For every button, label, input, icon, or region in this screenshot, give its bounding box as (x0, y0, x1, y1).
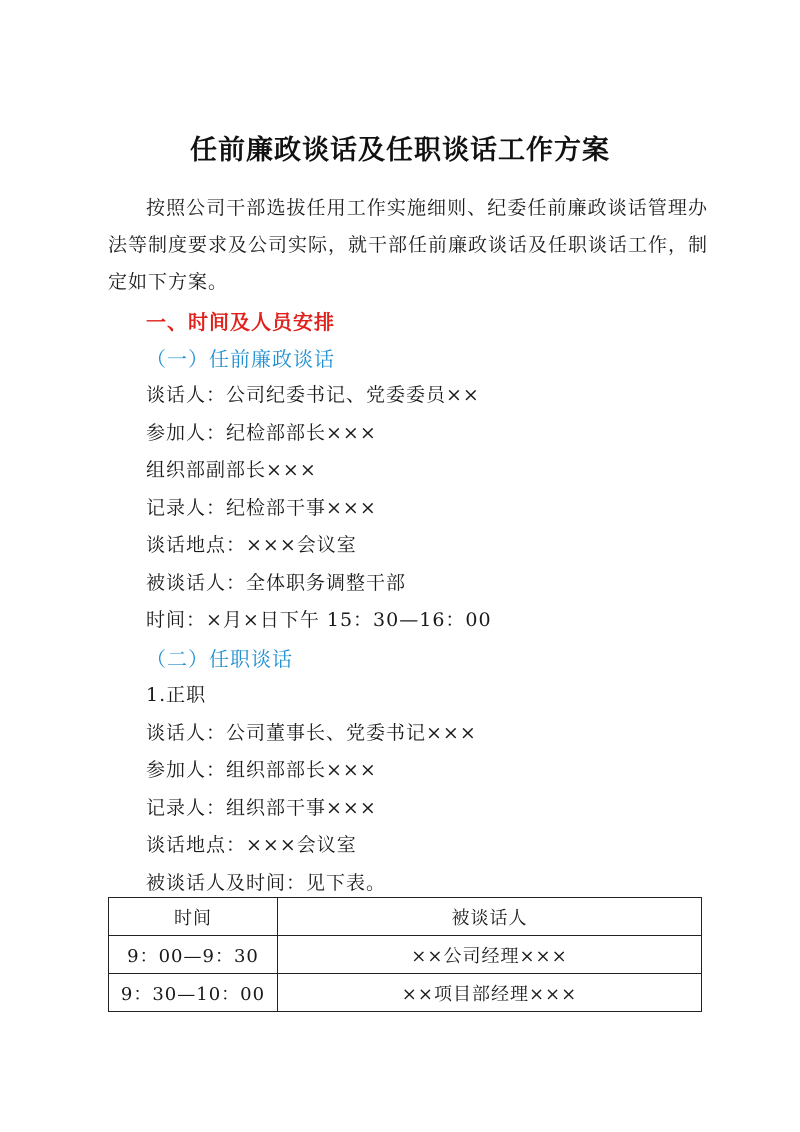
table-row (109, 936, 702, 974)
appointment-talk-interviewer: 谈话人：公司董事长、党委书记××× (146, 722, 477, 744)
table-cell-time: 9：00—9：30 (109, 936, 278, 974)
talk-schedule-table (108, 897, 702, 1012)
section-heading-schedule: 一、时间及人员安排 (146, 310, 335, 334)
integrity-talk-participant: 参加人：纪检部部长××× (146, 422, 377, 444)
integrity-talk-recorder: 记录人：纪检部干事××× (146, 497, 377, 519)
table-header-interviewee: 被谈话人 (278, 898, 702, 936)
subsection-heading-appointment-talk: （二）任职谈话 (146, 647, 293, 671)
integrity-talk-participant-2: 组织部副部长××× (146, 459, 317, 481)
table-cell-interviewee: ××项目部经理××× (278, 974, 702, 1012)
table-row (109, 974, 702, 1012)
table-cell-interviewee: ××公司经理××× (278, 936, 702, 974)
appointment-talk-participant: 参加人：组织部部长××× (146, 759, 377, 781)
table-cell-time: 9：30—10：00 (109, 974, 278, 1012)
intro-paragraph: 按照公司干部选拔任用工作实施细则、纪委任前廉政谈话管理办法等制度要求及公司实际，就干部任前廉政谈话及任职谈话工作，制定如下方案。 (108, 197, 709, 293)
integrity-talk-location: 谈话地点：×××会议室 (146, 534, 357, 556)
subsection-heading-integrity-talk: （一）任前廉政谈话 (146, 347, 335, 371)
integrity-talk-interviewees: 被谈话人：全体职务调整干部 (146, 572, 407, 594)
table-header-time: 时间 (109, 898, 278, 936)
document-title: 任前廉政谈话及任职谈话工作方案 (190, 135, 610, 166)
appointment-talk-item-label: 1.正职 (146, 684, 207, 706)
table-header-row (109, 898, 702, 936)
appointment-talk-location: 谈话地点：×××会议室 (146, 834, 357, 856)
appointment-talk-interviewees-note: 被谈话人及时间：见下表。 (146, 872, 387, 894)
integrity-talk-time: 时间：×月×日下午 15：30—16：00 (146, 609, 492, 631)
appointment-talk-recorder: 记录人：组织部干事××× (146, 797, 377, 819)
integrity-talk-interviewer: 谈话人：公司纪委书记、党委委员×× (146, 384, 480, 406)
